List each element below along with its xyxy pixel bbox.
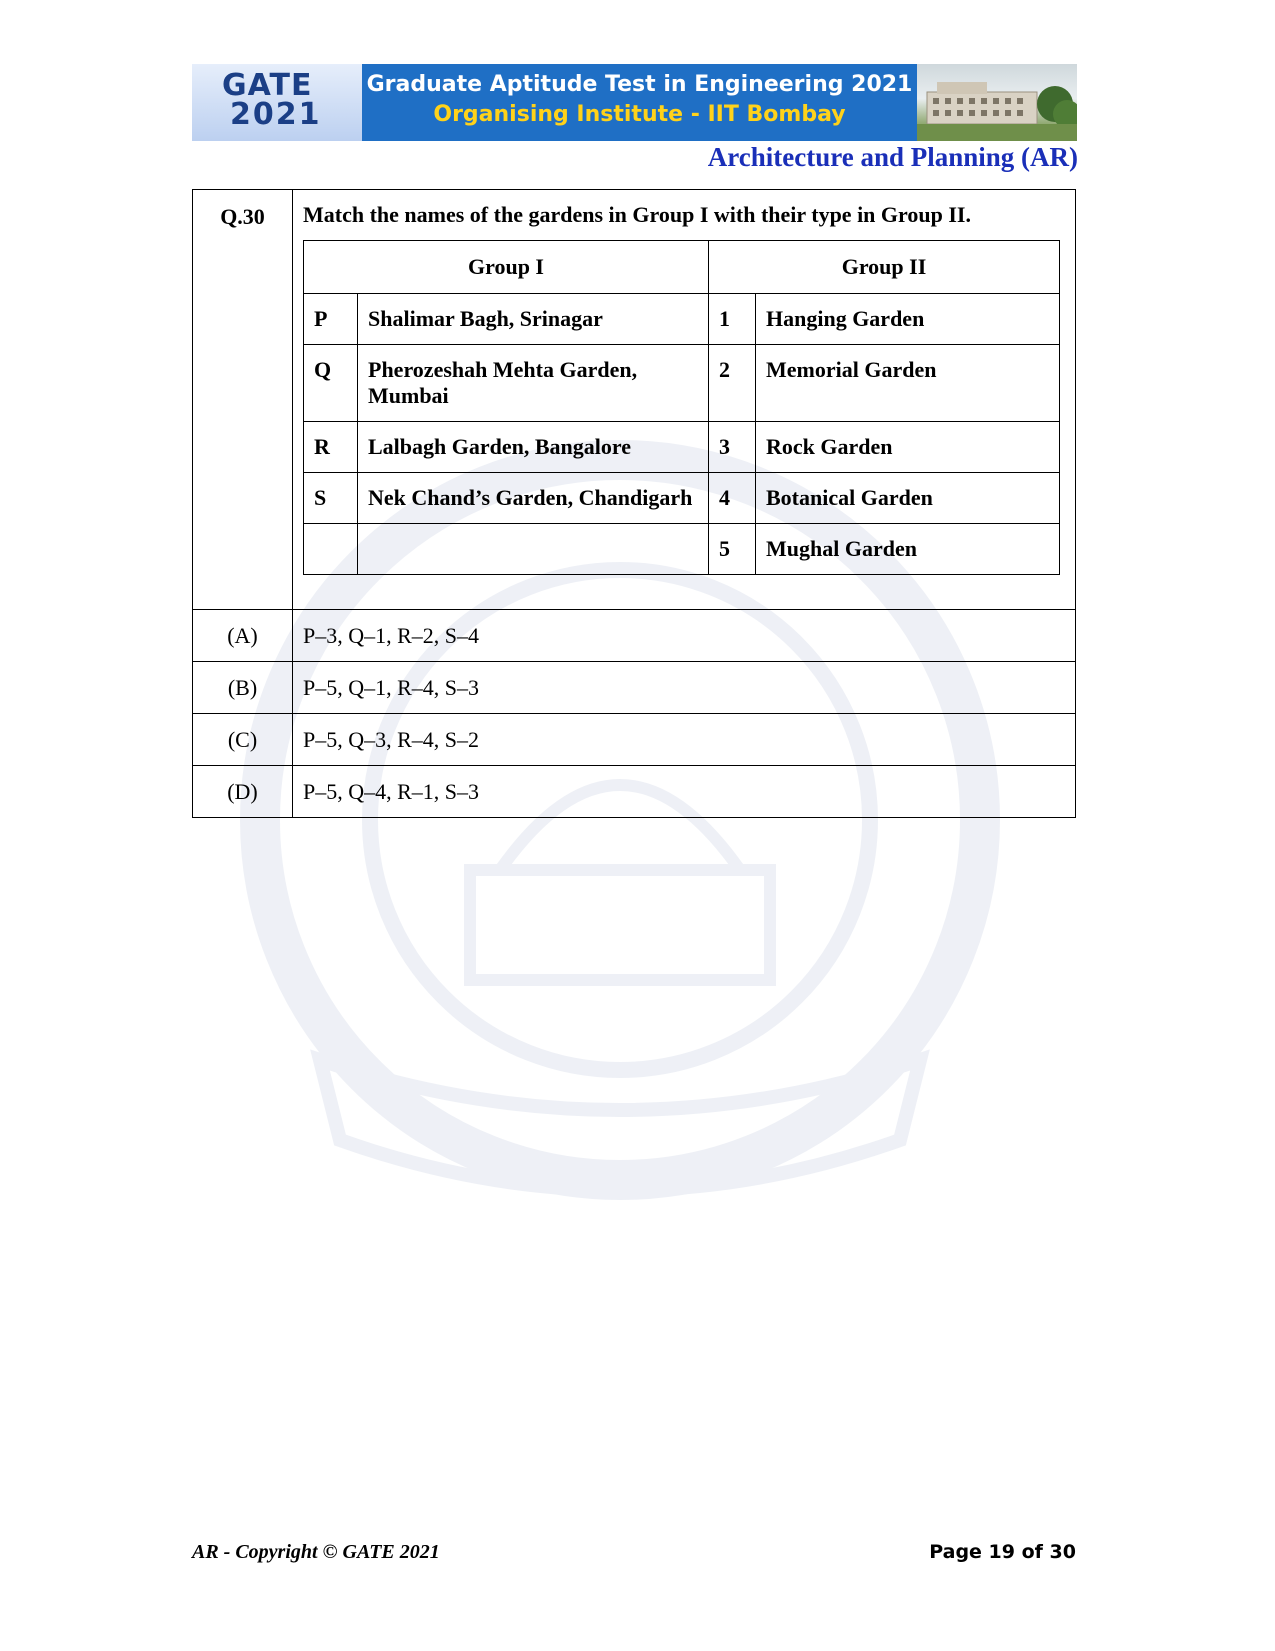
footer-page-number: Page 19 of 30 <box>929 1541 1076 1563</box>
match-row <box>304 524 1060 575</box>
group2-number: 1 <box>709 294 756 345</box>
option-text: P–3, Q–1, R–2, S–4 <box>293 610 1076 662</box>
group1-name: Nek Chand’s Garden, Chandigarh <box>358 473 709 524</box>
match-row <box>304 422 1060 473</box>
match-table <box>303 240 1060 575</box>
option-row <box>193 610 1076 662</box>
group2-header: Group II <box>709 241 1060 294</box>
option-text: P–5, Q–3, R–4, S–2 <box>293 714 1076 766</box>
group1-header: Group I <box>304 241 709 294</box>
question-stem: Match the names of the gardens in Group I with their type in Group II. <box>303 202 971 227</box>
banner-title-line1: Graduate Aptitude Test in Engineering 2021 <box>366 72 913 97</box>
group1-name: Pherozeshah Mehta Garden, Mumbai <box>358 345 709 422</box>
group1-key: S <box>304 473 358 524</box>
group2-type: Botanical Garden <box>756 473 1060 524</box>
gate-logo <box>192 64 362 141</box>
match-row <box>304 294 1060 345</box>
institute-building-photo <box>917 64 1077 141</box>
group1-key: R <box>304 422 358 473</box>
option-row <box>193 714 1076 766</box>
match-row <box>304 345 1060 422</box>
banner-title-line2: Organising Institute - IIT Bombay <box>433 102 846 127</box>
option-label: (A) <box>193 610 293 662</box>
group2-type: Mughal Garden <box>756 524 1060 575</box>
logo-text-gate: GATE <box>222 68 313 103</box>
option-text: P–5, Q–4, R–1, S–3 <box>293 766 1076 818</box>
group2-type: Hanging Garden <box>756 294 1060 345</box>
option-label: (C) <box>193 714 293 766</box>
option-row <box>193 662 1076 714</box>
group1-name: Lalbagh Garden, Bangalore <box>358 422 709 473</box>
subject-title: Architecture and Planning (AR) <box>707 142 1078 172</box>
question-number: Q.30 <box>193 190 293 610</box>
header-banner <box>192 64 1077 141</box>
banner-title <box>362 64 917 141</box>
group2-type: Memorial Garden <box>756 345 1060 422</box>
group2-number: 4 <box>709 473 756 524</box>
group2-number: 2 <box>709 345 756 422</box>
option-text: P–5, Q–1, R–4, S–3 <box>293 662 1076 714</box>
group1-key <box>304 524 358 575</box>
group1-key: Q <box>304 345 358 422</box>
question-table <box>192 189 1076 818</box>
option-label: (D) <box>193 766 293 818</box>
match-row <box>304 473 1060 524</box>
group1-key: P <box>304 294 358 345</box>
option-label: (B) <box>193 662 293 714</box>
group1-name: Shalimar Bagh, Srinagar <box>358 294 709 345</box>
footer-copyright: AR - Copyright © GATE 2021 <box>192 1541 440 1563</box>
question-body <box>293 190 1076 610</box>
group2-number: 5 <box>709 524 756 575</box>
group1-name <box>358 524 709 575</box>
group2-number: 3 <box>709 422 756 473</box>
group2-type: Rock Garden <box>756 422 1060 473</box>
logo-text-year: 2021 <box>230 97 322 132</box>
option-row <box>193 766 1076 818</box>
